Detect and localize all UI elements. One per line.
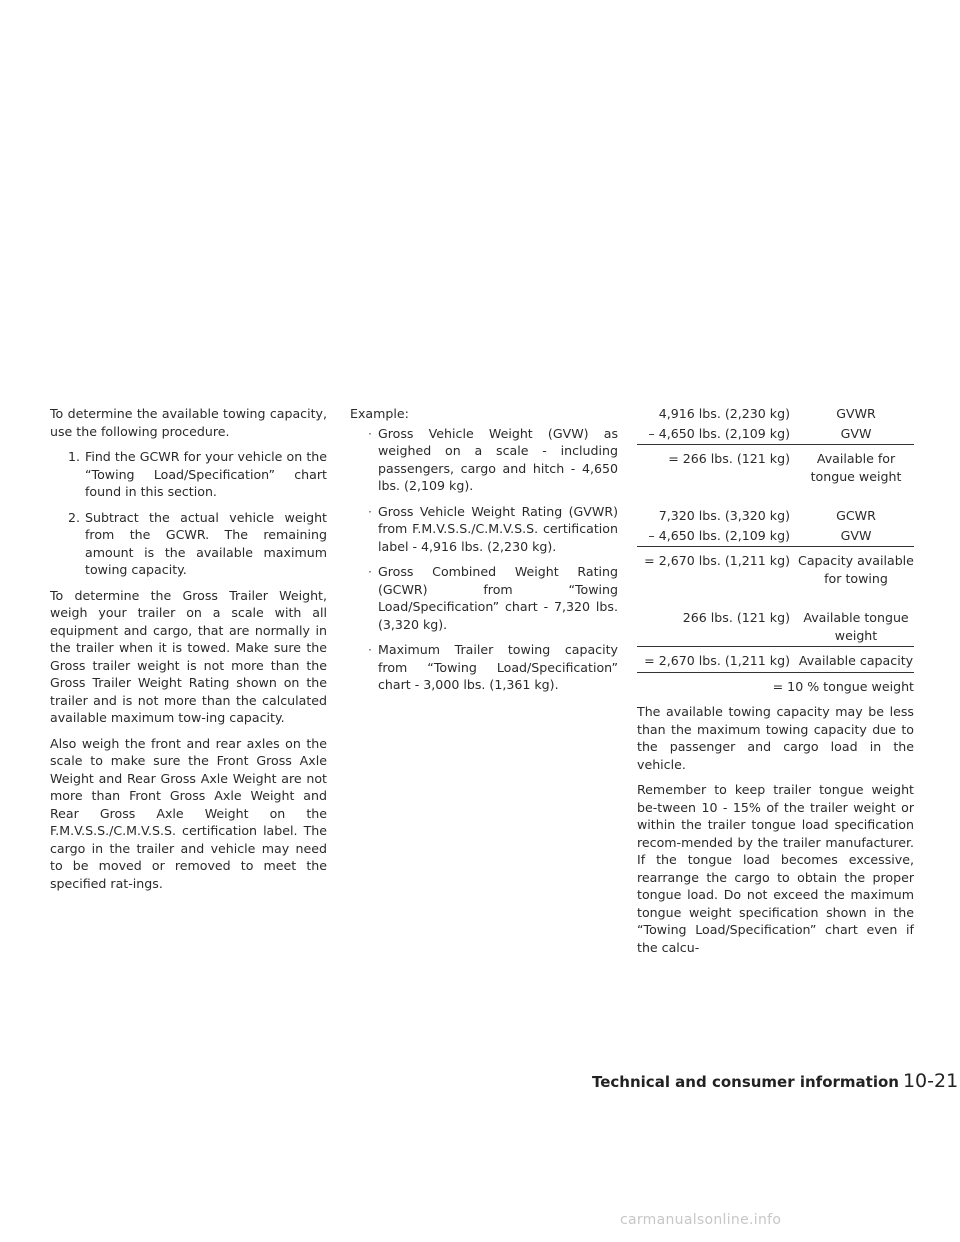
example-bullet [350,641,618,694]
step-text: Find the GCWR for your vehicle on the “Towing Load/Specification” chart found in this section. [85,449,327,499]
axle-weight-paragraph: Also weigh the front and rear axles on the scale to make sure the Front Gross Axle Weight and Rear Gross Axle Weight are not more than Front Gross Axle Weight and Rear Gross Axle Weight on the F.M.V.S.S./C.M.V.S.S. certification label. The cargo in the trailer and vehicle may need to be moved or removed to meet the specified rat-ings. [50,735,327,891]
example-heading: Example: [350,406,409,421]
bullet-text: Gross Combined Weight Rating (GCWR) from “Towing Load/Specification” chart - 7,320 lbs. (3,320 kg). [378,564,618,632]
calc-row [637,425,914,446]
calc-label: Available capacity [798,653,914,668]
calc-label: GVW [840,425,872,441]
bullet-dot-icon: · [367,503,372,519]
calc-row [637,609,914,647]
step-number: 1. [67,449,80,464]
towing-capacity-paragraph: The available towing capacity may be less than the maximum towing capacity due to the passenger and cargo load in the vehicle. [637,704,914,772]
calc-value: 4,916 lbs. (2,230 kg) [658,406,790,421]
calc-value: = 2,670 lbs. (1,211 kg) [644,553,790,568]
procedure-step [50,448,327,501]
gross-trailer-weight-paragraph: To determine the Gross Trailer Weight, weigh your trailer on a scale with all equipment and cargo, that are normally in the trailer when it is towed. Make sure the Gross trailer weight is not more than the Gross Trailer Weight Rating shown on the trailer and is not more than the calculated available maximum tow-ing capacity. [50,587,327,725]
calc-label: Available tongue weight [803,610,909,643]
calc-label: GVWR [836,406,876,421]
calc-row [637,450,914,487]
calc-value: = 2,670 lbs. (1,211 kg) [644,653,790,668]
calc-value: 7,320 lbs. (3,320 kg) [658,508,790,523]
intro-paragraph: To determine the available towing capacity, use the following procedure. [50,406,327,439]
example-bullet [350,503,618,556]
step-text: Subtract the actual vehicle weight from the GCWR. The remaining amount is the available maximum towing capacity. [85,509,327,577]
page-number: 10-21 [902,1070,959,1092]
example-bullet [350,563,618,633]
tongue-weight-paragraph: Remember to keep trailer tongue weight be-tween 10 - 15% of the trailer weight or within the trailer tongue load specification recom-mended by the trailer manufacturer. If the tongue load becomes excessive, rearrange the cargo to obtain the proper tongue load. Do not exceed the maximum tongue weight specification shown in the “Towing Load/Specification” chart even if the calcu- [637,782,914,955]
calc-value: – 4,650 lbs. (2,109 kg) [648,425,790,441]
watermark: carmanualsonline.info [620,1212,782,1228]
procedure-step [50,509,327,579]
bullet-dot-icon: · [367,425,372,441]
calc-row [637,405,914,425]
calc-row [637,507,914,527]
calc-label: Available for tongue weight [810,451,902,484]
bullet-text: Gross Vehicle Weight Rating (GVWR) from F.M.V.S.S./C.M.V.S.S. certification label - 4,916 lbs. (2,230 kg). [378,503,618,554]
calc-value: – 4,650 lbs. (2,109 kg) [648,527,790,543]
calc-label: Capacity available for towing [798,553,914,586]
calc-row [637,527,914,548]
calc-row [637,652,914,673]
tongue-weight-note: = 10 % tongue weight [772,678,914,694]
section-title: Technical and consumer information [592,1073,899,1091]
calculation-table [637,405,914,695]
calc-row [637,552,914,589]
left-column [50,405,327,900]
bullet-dot-icon: · [367,642,372,657]
calc-value: = 266 lbs. (121 kg) [668,451,790,466]
calc-label: GCWR [836,508,876,523]
page-footer [592,1070,959,1092]
bullet-text: Gross Vehicle Weight (GVW) as weighed on a scale - including passengers, cargo and hitch - 4,650 lbs. (2,109 kg). [378,425,618,493]
step-number: 2. [67,509,80,525]
calc-value: 266 lbs. (121 kg) [682,610,790,625]
right-column [637,405,914,964]
middle-column [350,405,618,702]
bullet-dot-icon: · [367,564,372,579]
calc-label: GVW [840,527,872,543]
bullet-text: Maximum Trailer towing capacity from “Towing Load/Specification” chart - 3,000 lbs. (1,361 kg). [378,642,618,692]
example-bullet [350,425,618,495]
